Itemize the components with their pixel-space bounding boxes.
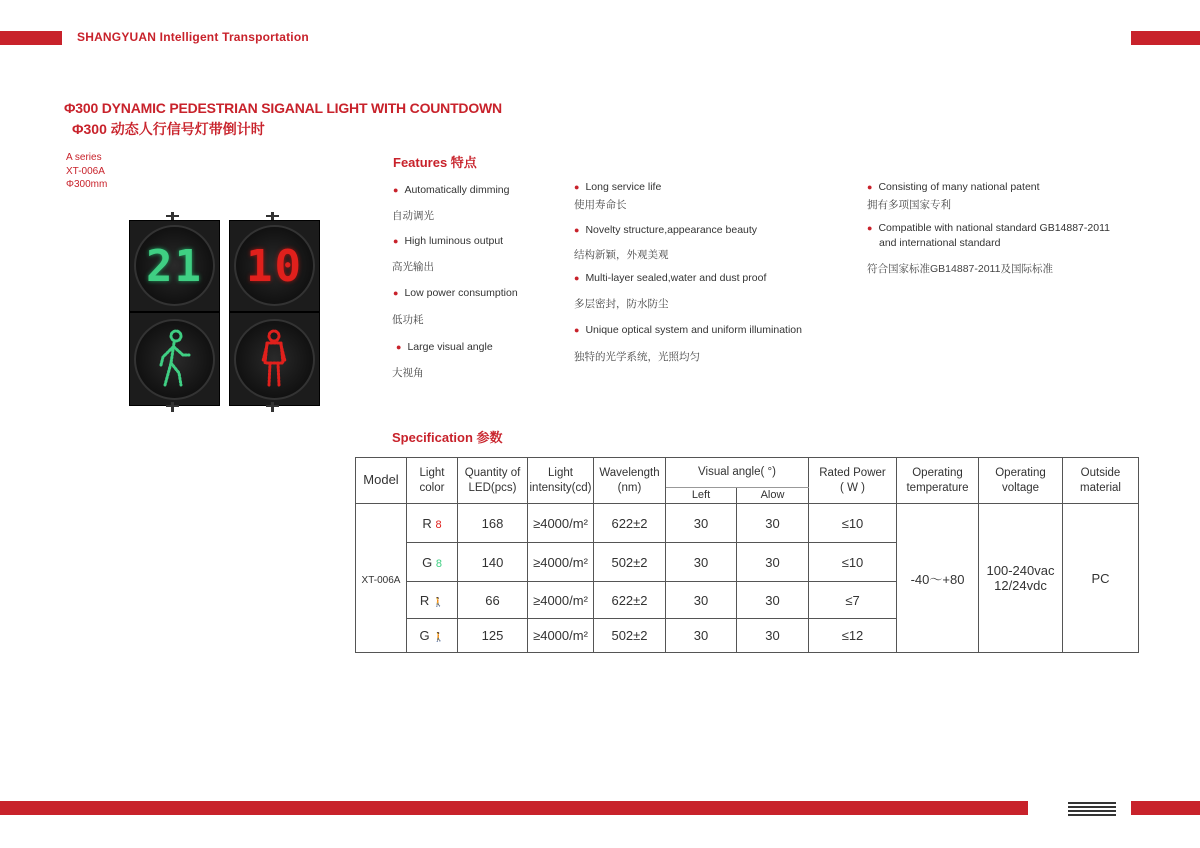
pedestrian-icon: 🚶 [433, 632, 445, 642]
left-angle-cell: 30 [666, 619, 737, 653]
power-cell: ≤12 [809, 619, 897, 653]
feature-item [867, 181, 1040, 193]
top-left-bar [0, 31, 62, 45]
spec-heading: Specification 参数 [392, 430, 503, 445]
mount-pin [271, 402, 274, 412]
feature-cn: 大视角 [392, 367, 424, 379]
light-color-cell [407, 619, 458, 653]
header-text: Left [691, 489, 711, 501]
feature-cn: 低功耗 [392, 314, 424, 326]
power-cell: ≤10 [809, 504, 897, 543]
page-title-cn: Φ300 动态人行信号灯带倒计时 [72, 121, 265, 137]
header-text: Model [363, 472, 399, 487]
feature-text: Consisting of many national patent [878, 181, 1040, 193]
header-text: Visual angle( °) [698, 466, 776, 478]
alow-angle-cell: 30 [737, 582, 809, 619]
series-label: A series [66, 152, 102, 163]
left-angle-cell: 30 [666, 504, 737, 543]
feature-text: Multi-layer sealed,water and dust proof [585, 272, 767, 284]
mount-pin [166, 405, 179, 407]
bullet-icon: ● [574, 325, 580, 335]
feature-item [574, 324, 802, 336]
header-text: Alow [760, 489, 785, 501]
light-color-cell [407, 582, 458, 619]
header-text: voltage [1001, 481, 1040, 494]
color-letter: R [422, 515, 432, 531]
header-text: Operating [912, 466, 963, 479]
feature-cn: 结构新颖，外观美观 [574, 249, 669, 261]
header-text: material [1080, 481, 1121, 494]
intensity-cell: ≥4000/m² [528, 543, 594, 582]
mount-pin [171, 402, 174, 412]
col-header-wavelength [594, 458, 666, 504]
light-color-cell [407, 504, 458, 543]
feature-cn: 多层密封，防水防尘 [574, 298, 669, 310]
alow-angle-cell: 30 [737, 504, 809, 543]
spec-table [355, 457, 1139, 653]
header-text: Rated Power [819, 466, 886, 479]
top-right-bar [1131, 31, 1200, 45]
red-signal-housing [229, 220, 320, 406]
bullet-icon: ● [574, 225, 580, 235]
bullet-icon: ● [396, 342, 402, 352]
red-standing-man-icon [257, 329, 291, 389]
intensity-cell: ≥4000/m² [528, 504, 594, 543]
model-label: XT-006A [66, 166, 105, 177]
feature-text: Long service life [585, 181, 662, 193]
feature-item [396, 341, 493, 353]
mount-pin [166, 215, 179, 217]
feature-text: Novelty structure,appearance beauty [585, 224, 758, 236]
pedestrian-icon: 🚶 [432, 596, 445, 607]
wavelength-cell: 502±2 [594, 619, 666, 653]
voltage-dc: 12/24vdc [994, 578, 1047, 593]
col-header-left [666, 488, 737, 504]
bottom-left-bar [0, 801, 1028, 815]
material-cell: PC [1063, 504, 1139, 653]
model-value: XT-006A [361, 574, 401, 586]
feature-item [393, 184, 509, 196]
alow-angle-cell: 30 [737, 543, 809, 582]
model-cell [356, 504, 407, 653]
feature-text: Automatically dimming [404, 184, 510, 196]
intensity-cell: ≥4000/m² [528, 619, 594, 653]
col-header-power [809, 458, 897, 504]
col-header-material [1063, 458, 1139, 504]
size-label: Φ300mm [66, 179, 108, 190]
brand-name: SHANGYUAN Intelligent Transportation [77, 30, 309, 44]
header-text: temperature [906, 481, 969, 494]
table-row [356, 504, 1139, 543]
col-header-visual-angle [666, 458, 809, 488]
header-text: (nm) [617, 481, 642, 494]
green-walking-man-icon [155, 329, 193, 389]
header-text: intensity(cd) [529, 481, 592, 494]
bullet-icon: ● [574, 182, 580, 192]
qty-cell: 140 [458, 543, 528, 582]
green-signal-housing [129, 220, 220, 406]
power-cell: ≤7 [809, 582, 897, 619]
bullet-icon: ● [867, 182, 873, 192]
bullet-icon: ● [393, 236, 399, 246]
intensity-cell: ≥4000/m² [528, 582, 594, 619]
feature-item [574, 272, 766, 284]
header-text: color [419, 481, 445, 494]
alow-angle-cell: 30 [737, 619, 809, 653]
bullet-icon: ● [574, 273, 580, 283]
feature-text: Unique optical system and uniform illumination [585, 324, 802, 336]
feature-cn: 使用寿命长 [574, 199, 627, 211]
led-digit-icon: 8 [435, 557, 442, 570]
header-text: Outside [1080, 466, 1121, 479]
feature-text: Large visual angle [407, 341, 493, 353]
voltage-cell [979, 504, 1063, 653]
header-text: Operating [995, 466, 1046, 479]
color-letter: G [422, 554, 433, 570]
green-countdown-digits: 21 [146, 241, 203, 292]
qty-cell: 168 [458, 504, 528, 543]
feature-text: Compatible with national standard GB14887-2011 [878, 222, 1110, 234]
table-header-row [356, 458, 1139, 488]
voltage-ac: 100-240vac [986, 563, 1055, 578]
col-header-intensity [528, 458, 594, 504]
left-angle-cell: 30 [666, 543, 737, 582]
led-digit-icon: 8 [435, 518, 442, 531]
feature-item [574, 181, 661, 193]
feature-cn: 拥有多项国家专利 [867, 199, 951, 211]
temperature-cell: -40～+80 [897, 504, 979, 653]
red-countdown-digits: 10 [246, 241, 303, 292]
col-header-alow [737, 488, 809, 504]
feature-item [574, 224, 757, 236]
wavelength-cell: 622±2 [594, 504, 666, 543]
mount-pin [266, 215, 279, 217]
feature-cn: 独特的光学系统，光照均匀 [574, 351, 700, 363]
header-text: Wavelength [599, 466, 660, 479]
color-letter: R [419, 592, 430, 608]
header-text: LED(pcs) [468, 481, 517, 494]
header-text: Light [548, 466, 573, 479]
color-letter: G [419, 628, 430, 643]
feature-cn: 自动调光 [392, 210, 434, 222]
left-angle-cell: 30 [666, 582, 737, 619]
feature-text-cont: and international standard [879, 237, 1001, 249]
bullet-icon: ● [393, 288, 399, 298]
col-header-model [356, 458, 407, 504]
feature-text: Low power consumption [404, 287, 518, 299]
bullet-icon: ● [393, 185, 399, 195]
page-title-en: Φ300 DYNAMIC PEDESTRIAN SIGANAL LIGHT WITH COUNTDOWN [64, 100, 502, 116]
col-header-qty [458, 458, 528, 504]
qty-cell: 125 [458, 619, 528, 653]
power-cell: ≤10 [809, 543, 897, 582]
col-header-voltage [979, 458, 1063, 504]
col-header-temperature [897, 458, 979, 504]
light-color-cell [407, 543, 458, 582]
header-text: ( W ) [840, 481, 865, 494]
feature-item [393, 235, 503, 247]
bullet-icon: ● [867, 223, 873, 233]
mount-pin [266, 405, 279, 407]
feature-item [867, 222, 1110, 234]
bottom-right-bar [1131, 801, 1200, 815]
wavelength-cell: 622±2 [594, 582, 666, 619]
features-heading: Features 特点 [393, 155, 477, 170]
header-text: Quantity of [464, 466, 521, 479]
qty-cell: 66 [458, 582, 528, 619]
feature-item [393, 287, 518, 299]
feature-text: High luminous output [404, 235, 504, 247]
feature-cn: 符合国家标准GB14887-2011及国际标准 [867, 263, 1053, 275]
feature-cn: 高光输出 [392, 261, 434, 273]
col-header-light-color [407, 458, 458, 504]
header-text: Light [419, 466, 445, 479]
wavelength-cell: 502±2 [594, 543, 666, 582]
